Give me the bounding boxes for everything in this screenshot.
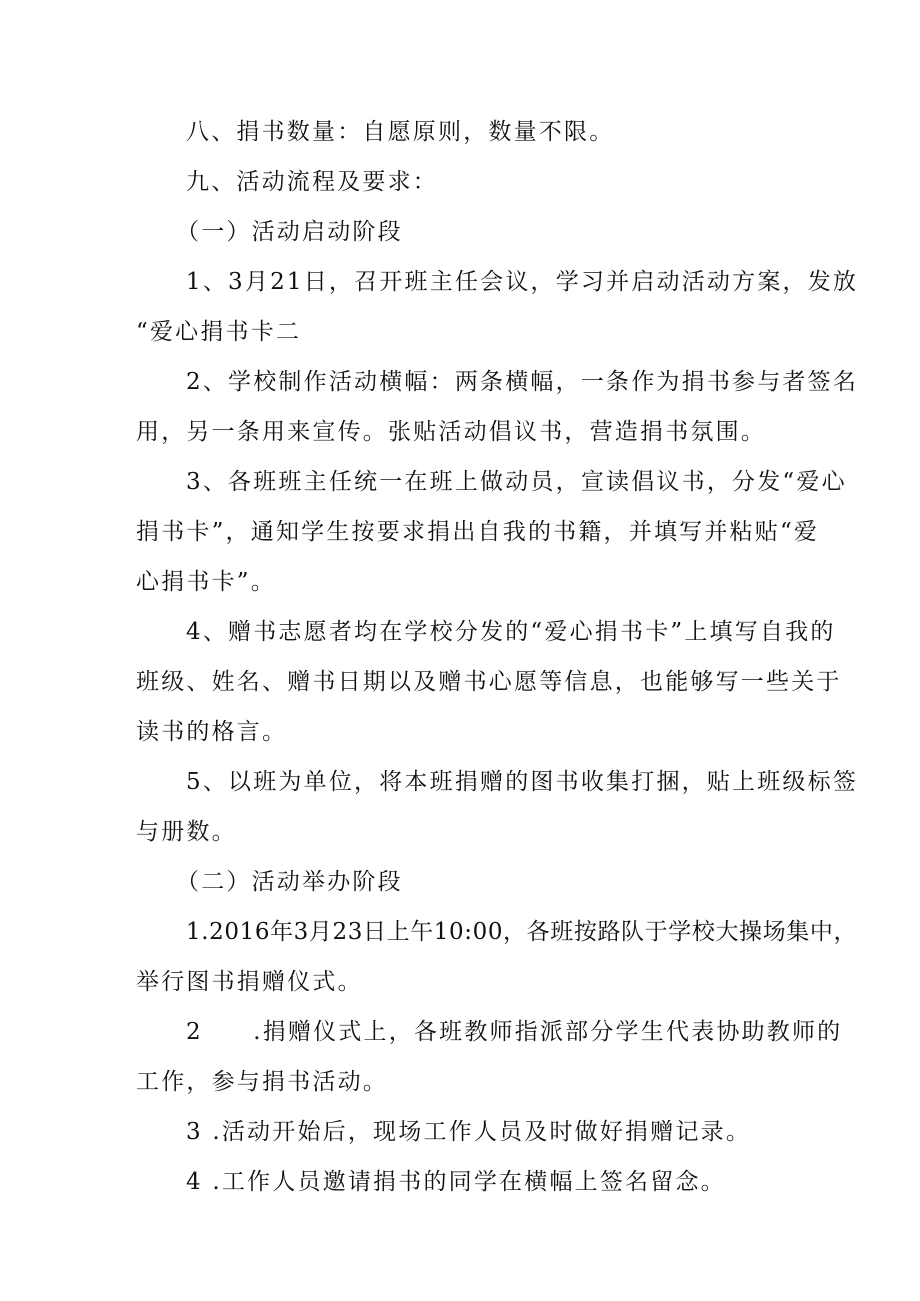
stage2-step-4: 4 .工作人员邀请捐书的同学在横幅上签名留念。	[186, 1169, 726, 1195]
step-4-line-3: 读书的格言。	[136, 719, 288, 745]
stage2-step-2-line-2: 工作，参与捐书活动。	[136, 1069, 388, 1095]
step-1-line-2: “爱心捐书卡二	[136, 319, 302, 345]
step-3-line-1: 3、各班班主任统一在班上做动员，宣读倡议书，分发“爱心	[186, 469, 847, 495]
step-3-line-2: 捐书卡”，通知学生按要求捐出自我的书籍，并填写并粘贴“爱	[136, 519, 820, 545]
stage2-step-2-line-1: 2 .捐赠仪式上，各班教师指派部分学生代表协助教师的	[186, 1019, 843, 1045]
step-3-line-3: 心捐书卡”。	[136, 569, 276, 595]
step-2-line-2: 用，另一条用来宣传。张贴活动倡议书，营造捐书氛围。	[136, 419, 766, 445]
subsection-one-heading: （一）活动启动阶段	[176, 219, 403, 245]
stage2-step-3: 3 .活动开始后，现场工作人员及时做好捐赠记录。	[186, 1119, 752, 1145]
step-5-line-1: 5、以班为单位，将本班捐赠的图书收集打捆，贴上班级标签	[186, 769, 859, 795]
step-4-line-1: 4、赠书志愿者均在学校分发的“爱心捐书卡”上填写自我的	[186, 619, 836, 645]
step-5-line-2: 与册数。	[136, 819, 237, 845]
section-eight-quantity: 八、捐书数量：自愿原则，数量不限。	[186, 119, 615, 145]
subsection-two-heading: （二）活动举办阶段	[176, 869, 403, 895]
step-2-line-1: 2、学校制作活动横幅：两条横幅，一条作为捐书参与者签名	[186, 369, 859, 395]
section-nine-heading: 九、活动流程及要求：	[186, 169, 438, 195]
step-1-line-1: 1、3月21日，召开班主任会议，学习并启动活动方案，发放	[186, 269, 859, 295]
stage2-step-1-line-1: 1.2016年3月23日上午10:00，各班按路队于学校大操场集中，	[186, 919, 858, 945]
step-4-line-2: 班级、姓名、赠书日期以及赠书心愿等信息，也能够写一些关于	[136, 669, 842, 695]
stage2-step-1-line-2: 举行图书捐赠仪式。	[136, 969, 363, 995]
